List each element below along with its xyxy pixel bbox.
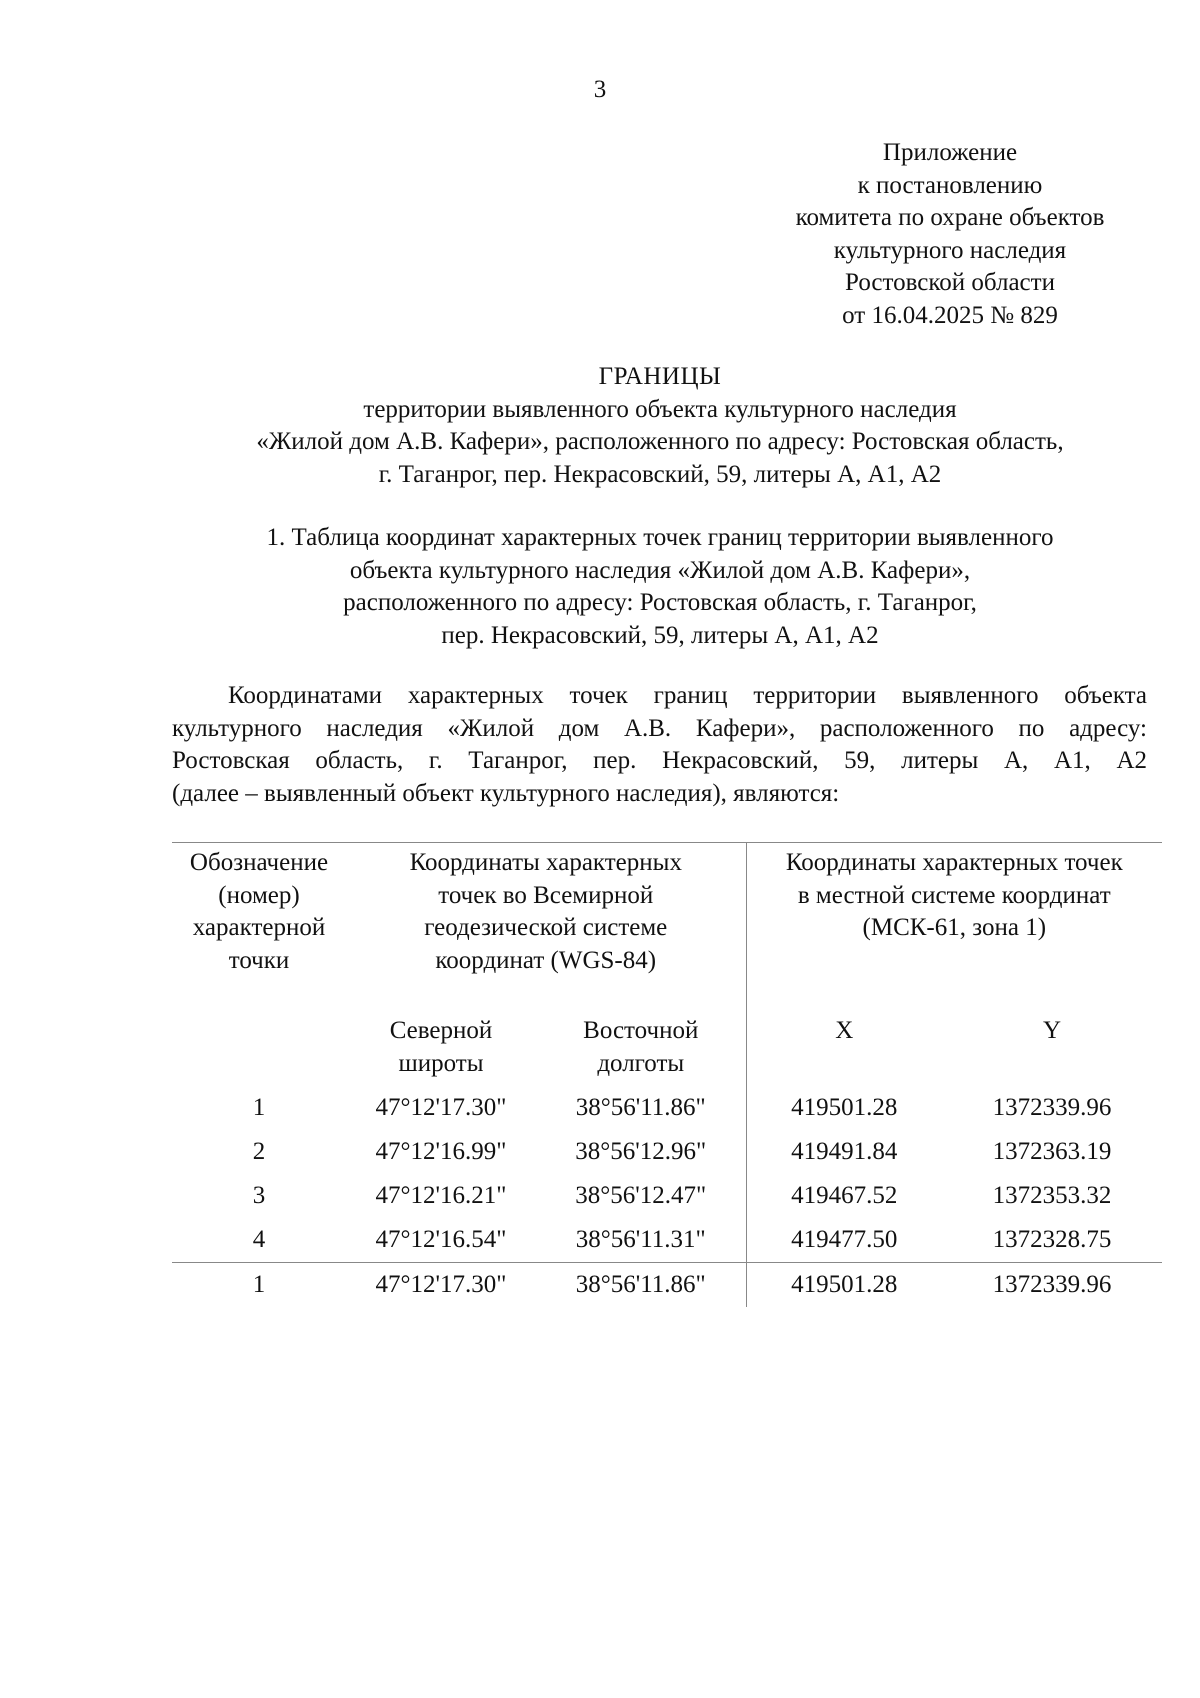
cell-longitude: 38°56'11.86" (536, 1086, 746, 1130)
header-line: координат (WGS-84) (435, 946, 657, 974)
header-line: точки (228, 946, 290, 974)
header-point (172, 843, 346, 1016)
table-row (172, 1174, 1162, 1218)
cell-longitude: 38°56'11.31" (536, 1218, 746, 1263)
subheader-empty (172, 1015, 346, 1086)
subheader-line: Восточной (583, 1017, 699, 1044)
header-line: Обозначение (189, 849, 329, 876)
cell-y: 1372363.19 (992, 1137, 1112, 1165)
subheader-line: Северной (389, 1017, 493, 1044)
title-line: г. Таганрог, пер. Некрасовский, 59, литеры А, А1, А2 (378, 460, 942, 488)
appendix-block (740, 137, 1160, 332)
subheader-latitude (346, 1015, 536, 1086)
subheader-line: долготы (597, 1049, 685, 1077)
header-line: точек во Всемирной (438, 881, 654, 909)
cell-longitude: 38°56'12.96" (536, 1130, 746, 1174)
header-msk61 (746, 843, 1162, 1016)
appendix-date-number: от 16.04.2025 № 829 (842, 301, 1058, 329)
table-row-closing (172, 1263, 1162, 1308)
subheader-y: Y (1042, 1017, 1062, 1044)
title-line: «Жилой дом А.В. Кафери», расположенного по адресу: Ростовская область, (256, 428, 1064, 455)
cell-latitude: 47°12'16.99" (375, 1137, 507, 1165)
table-row (172, 1086, 1162, 1130)
paragraph-line: Ростовская область, г. Таганрог, пер. Некрасовский, 59, литеры А, А1, А2 (172, 747, 1147, 774)
paragraph-line: Координатами характерных точек границ территории выявленного объекта (228, 682, 1147, 709)
table-caption-line: объекта культурного наследия «Жилой дом А.В. Кафери», (349, 556, 971, 584)
table-header-row (172, 843, 1162, 1016)
page-number: 3 (593, 76, 607, 103)
subheader-line: широты (398, 1049, 484, 1077)
header-line: характерной (192, 914, 326, 941)
paragraph-line: культурного наследия «Жилой дом А.В. Кафери», расположенного по адресу: (172, 714, 1147, 742)
header-line: Координаты характерных (409, 849, 682, 876)
cell-x: 419501.28 (791, 1093, 898, 1121)
cell-latitude: 47°12'17.30" (346, 1263, 536, 1308)
cell-x: 419467.52 (791, 1181, 898, 1209)
table-caption-line: пер. Некрасовский, 59, литеры А, А1, А2 (441, 621, 879, 649)
subheader-longitude (536, 1015, 746, 1086)
table-caption (120, 522, 1200, 652)
cell-point: 3 (252, 1181, 266, 1209)
table-caption-line: 1. Таблица координат характерных точек границ территории выявленного (266, 524, 1054, 551)
table-caption-line: расположенного по адресу: Ростовская область, г. Таганрог, (343, 589, 977, 616)
title-line: территории выявленного объекта культурного наследия (363, 395, 957, 423)
subheader-x: X (835, 1017, 854, 1044)
cell-point: 2 (252, 1137, 266, 1165)
table-row (172, 1218, 1162, 1263)
cell-point: 1 (252, 1093, 266, 1121)
appendix-line: комитета по охране объектов (795, 204, 1105, 231)
paragraph-line: (далее – выявленный объект культурного наследия), являются: (172, 779, 840, 807)
header-line: геодезической системе (424, 914, 668, 941)
appendix-line: Ростовской области (845, 269, 1055, 296)
title-main: ГРАНИЦЫ (598, 363, 722, 390)
table-subheader-row (172, 1015, 1162, 1086)
cell-y: 1372339.96 (992, 1093, 1112, 1121)
cell-latitude: 47°12'16.54" (375, 1225, 507, 1253)
header-line: (номер) (218, 881, 300, 909)
cell-longitude: 38°56'11.86" (536, 1263, 746, 1308)
cell-x: 419477.50 (791, 1225, 898, 1253)
intro-paragraph (172, 680, 1147, 810)
cell-x: 419491.84 (791, 1137, 898, 1165)
cell-y: 1372339.96 (942, 1263, 1162, 1308)
cell-x: 419501.28 (746, 1263, 942, 1308)
cell-y: 1372353.32 (992, 1181, 1112, 1209)
header-wgs84 (346, 843, 746, 1016)
coordinates-table (172, 842, 1162, 1307)
header-line: (МСК-61, зона 1) (862, 914, 1047, 941)
cell-point: 4 (252, 1225, 266, 1253)
cell-point: 1 (172, 1263, 346, 1308)
cell-latitude: 47°12'16.21" (375, 1181, 507, 1209)
appendix-line: культурного наследия (833, 236, 1067, 264)
header-line: в местной системе координат (797, 881, 1111, 909)
appendix-line: Приложение (882, 139, 1018, 166)
cell-latitude: 47°12'17.30" (375, 1093, 507, 1121)
appendix-line: к постановлению (857, 171, 1043, 199)
table-row (172, 1130, 1162, 1174)
cell-y: 1372328.75 (992, 1225, 1112, 1253)
cell-longitude: 38°56'12.47" (536, 1174, 746, 1218)
document-title (120, 361, 1200, 491)
header-line: Координаты характерных точек (785, 849, 1123, 876)
